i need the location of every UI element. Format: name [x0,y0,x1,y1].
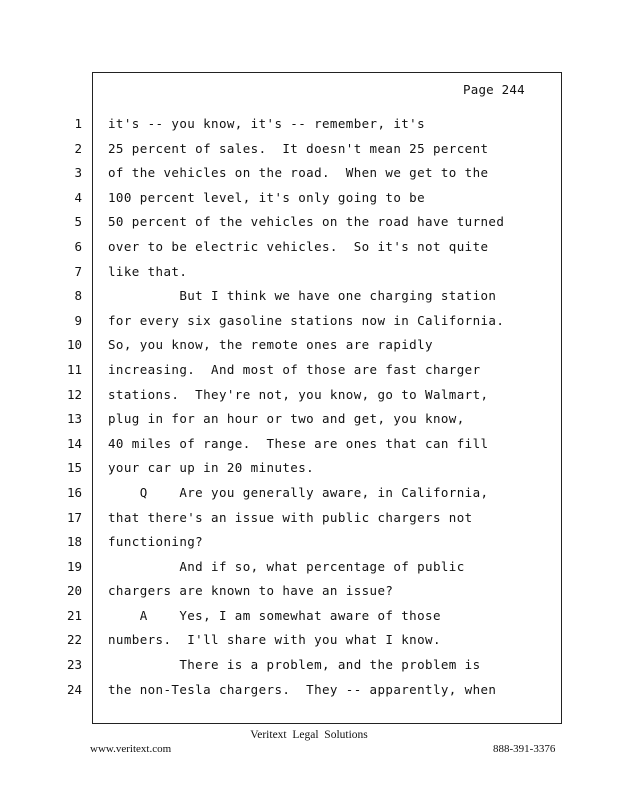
transcript-line: for every six gasoline stations now in California. [108,312,505,328]
footer-phone: 888-391-3376 [493,743,556,755]
transcript-line: 25 percent of sales. It doesn't mean 25 percent [108,140,489,156]
transcript-line: the non-Tesla chargers. They -- apparently, when [108,681,497,697]
line-number: 23 [66,657,82,673]
transcript-text [108,112,548,702]
transcript-line: There is a problem, and the problem is [108,657,481,673]
transcript-line: it's -- you know, it's -- remember, it's [108,116,426,131]
line-number: 13 [66,411,82,427]
transcript-line: And if so, what percentage of public [108,558,465,574]
transcript-line: But I think we have one charging station [108,288,497,304]
line-number: 18 [66,534,82,550]
line-number-column [60,112,82,702]
footer-website: www.veritext.com [90,743,172,755]
line-number: 3 [74,165,82,181]
line-number: 11 [66,361,82,377]
line-number: 10 [66,337,82,353]
transcript-line: functioning? [108,534,204,550]
line-number: 19 [66,558,82,574]
transcript-line: stations. They're not, you know, go to Walmart, [108,386,489,402]
transcript-line: like that. [108,263,188,279]
line-number: 7 [74,263,82,279]
transcript-line: 100 percent level, it's only going to be [108,189,426,205]
transcript-line: 50 percent of the vehicles on the road have turned [108,214,505,230]
line-number: 21 [66,607,82,623]
transcript-line: that there's an issue with public chargers not [108,509,473,525]
line-number: 12 [66,386,82,402]
line-number: 4 [74,189,82,205]
line-number: 2 [74,140,82,156]
transcript-line: over to be electric vehicles. So it's not quite [108,238,489,254]
line-number: 8 [74,288,82,304]
transcript-line: 40 miles of range. These are ones that can fill [108,435,489,451]
transcript-line: plug in for an hour or two and get, you know, [108,411,465,427]
line-number: 20 [66,583,82,599]
line-number: 24 [66,681,82,697]
transcript-line: increasing. And most of those are fast charger [108,361,481,377]
line-number: 5 [74,214,82,230]
line-number: 14 [66,435,82,451]
line-number: 15 [66,460,82,476]
transcript-line: your car up in 20 minutes. [108,460,315,476]
footer-firm-name: Veritext Legal Solutions [250,729,368,741]
line-number: 17 [66,509,82,525]
transcript-line: A Yes, I am somewhat aware of those [108,607,441,623]
line-number: 1 [74,116,82,131]
line-number: 9 [74,312,82,328]
transcript-line: chargers are known to have an issue? [108,583,394,599]
line-number: 22 [66,632,82,648]
transcript-line: of the vehicles on the road. When we get to the [108,165,489,181]
transcript-line: So, you know, the remote ones are rapidly [108,337,433,353]
line-number: 16 [66,484,82,500]
line-number: 6 [74,238,82,254]
transcript-line: numbers. I'll share with you what I know. [108,632,441,648]
page-number: Page 244 [463,82,525,97]
transcript-line: Q Are you generally aware, in California, [108,484,489,500]
